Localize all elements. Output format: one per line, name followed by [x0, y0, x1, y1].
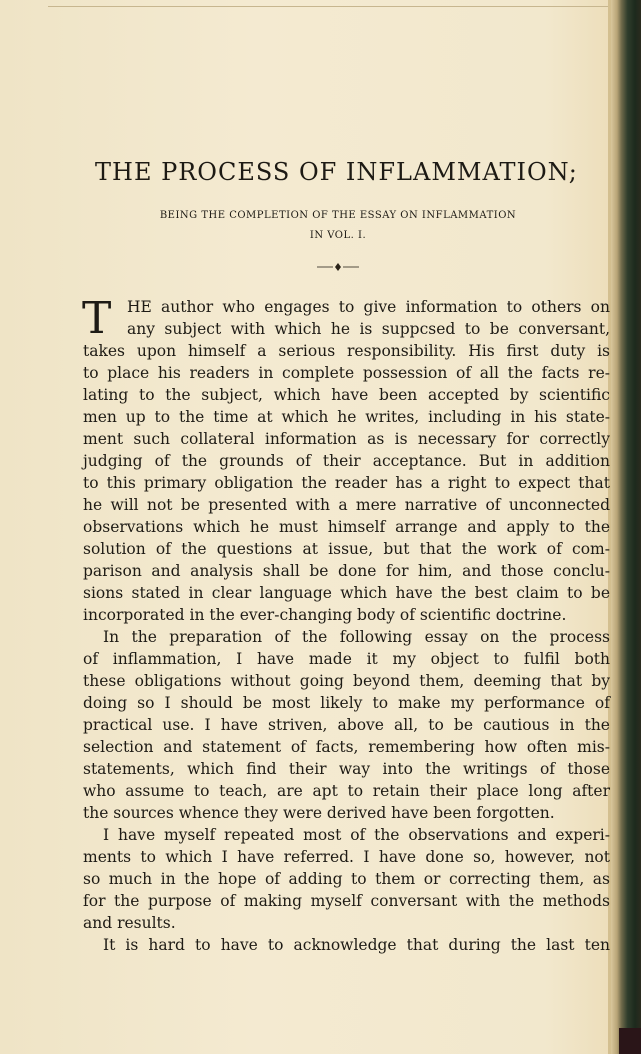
text-line: ment such collateral information as is necessary for correctly: [83, 430, 610, 448]
body-text: [82, 293, 610, 956]
text-line: to this primary obligation the reader has a right to expect that: [83, 474, 610, 492]
text-line: In the preparation of the following essay on the process: [103, 628, 610, 646]
text-line: he will not be presented with a mere narrative of unconnected: [83, 496, 610, 514]
text-line: sions stated in clear language which have the best claim to be: [83, 584, 610, 602]
text-line: It is hard to have to acknowledge that during the last ten: [103, 936, 610, 954]
drop-cap: T: [82, 293, 112, 344]
text-line: I have myself repeated most of the observations and experi-: [103, 826, 610, 844]
text-line: practical use. I have striven, above all, to be cautious in the: [83, 716, 610, 734]
text-line: ments to which I have referred. I have done so, however, not: [83, 848, 610, 866]
text-line: observations which he must himself arrange and apply to the: [83, 518, 610, 536]
chapter-subtitle: [83, 206, 593, 246]
text-line: to place his readers in complete possession of all the facts re-: [83, 364, 610, 382]
subtitle-line: IN VOL. I.: [309, 230, 367, 241]
chapter-title: THE PROCESS OF INFLAMMATION;: [95, 158, 578, 186]
subtitle-line: BEING THE COMPLETION OF THE ESSAY ON INFLAMMATION: [159, 210, 517, 221]
text-line: for the purpose of making myself conversant with the methods: [83, 892, 610, 910]
text-line: incorporated in the ever-changing body of scientific doctrine.: [83, 606, 567, 624]
text-line: and results.: [83, 914, 176, 932]
text-line: doing so I should be most likely to make my performance of: [83, 694, 610, 712]
text-line: men up to the time at which he writes, including in his state-: [83, 408, 610, 426]
text-line: these obligations without going beyond them, deeming that by: [83, 672, 610, 690]
text-line: so much in the hope of adding to them or correcting them, as: [83, 870, 610, 888]
text-line: the sources whence they were derived have been forgotten.: [83, 804, 555, 822]
text-line: takes upon himself a serious responsibility. His first duty is: [83, 342, 610, 360]
text-line: HE author who engages to give information to others on: [127, 298, 610, 316]
ornament-divider: [315, 262, 361, 272]
text-line: of inflammation, I have made it my object to fulfil both: [83, 650, 610, 668]
text-line: parison and analysis shall be done for him, and those conclu-: [83, 562, 610, 580]
page-edge-rule: [48, 6, 608, 7]
text-line: statements, which find their way into the writings of those: [83, 760, 610, 778]
text-line: judging of the grounds of their acceptance. But in addition: [83, 452, 610, 470]
binding-corner: [619, 1028, 641, 1054]
text-line: selection and statement of facts, remembering how often mis-: [83, 738, 610, 756]
text-line: solution of the questions at issue, but that the work of com-: [83, 540, 610, 558]
text-line: who assume to teach, are apt to retain their place long after: [83, 782, 610, 800]
book-spine: [611, 0, 641, 1054]
text-line: lating to the subject, which have been accepted by scientific: [83, 386, 610, 404]
text-line: any subject with which he is suppcsed to be conversant,: [127, 320, 610, 338]
